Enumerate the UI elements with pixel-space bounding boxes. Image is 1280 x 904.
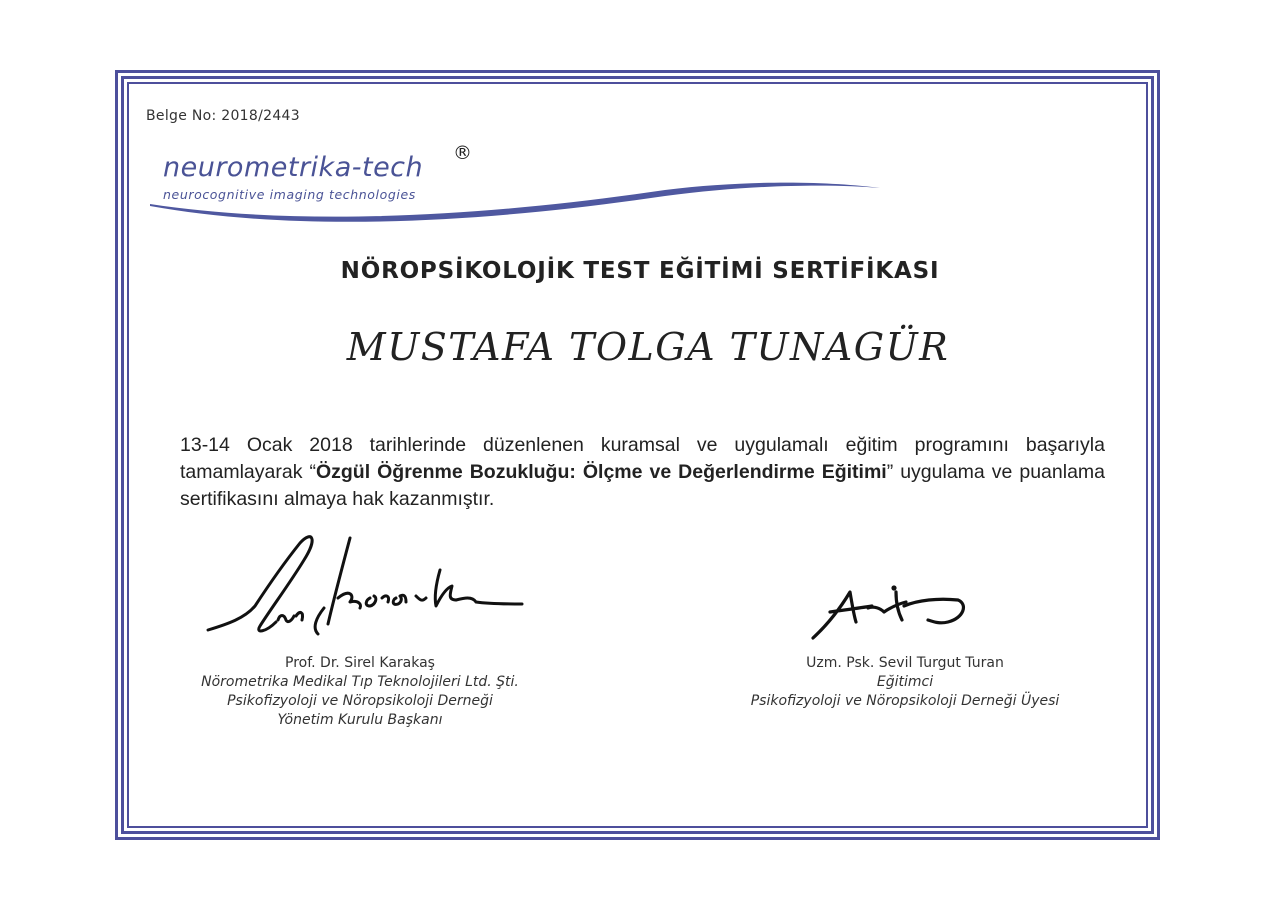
certificate-title: NÖROPSİKOLOJİK TEST EĞİTİMİ SERTİFİKASI bbox=[340, 258, 940, 284]
signer-right bbox=[715, 654, 1095, 711]
signer-left-name: Prof. Dr. Sirel Karakaş bbox=[285, 655, 435, 671]
certificate-body bbox=[180, 432, 1105, 513]
body-text-part2: ” uygulama ve puanlama sertifikasını almaya hak kazanmıştır. bbox=[180, 461, 1105, 510]
registered-mark: ® bbox=[453, 142, 472, 164]
signature-left bbox=[200, 528, 530, 638]
logo-tagline: neurocognitive imaging technologies bbox=[163, 187, 416, 202]
signer-left-line-3: Yönetim Kurulu Başkanı bbox=[277, 712, 443, 728]
signer-right-line-1: Eğitimci bbox=[876, 674, 934, 690]
course-name: Özgül Öğrenme Bozukluğu: Ölçme ve Değerlendirme Eğitimi bbox=[315, 461, 887, 483]
document-number: Belge No: 2018/2443 bbox=[146, 108, 300, 124]
signature-right bbox=[808, 578, 973, 643]
signer-left-line-2: Psikofizyoloji ve Nöropsikoloji Derneği bbox=[227, 693, 493, 709]
signer-right-name: Uzm. Psk. Sevil Turgut Turan bbox=[806, 655, 1004, 671]
signer-right-line-2: Psikofizyoloji ve Nöropsikoloji Derneği Üyesi bbox=[750, 693, 1060, 709]
company-logo: neurometrika-tech bbox=[163, 152, 424, 183]
signer-left-line-1: Nörometrika Medikal Tıp Teknolojileri Ltd. Şti. bbox=[201, 674, 519, 690]
signer-left bbox=[170, 654, 550, 730]
body-text-part1: 13-14 Ocak 2018 tarihlerinde düzenlenen kuramsal ve uygulamalı eğitim programını başarıyla tamamlayarak “ bbox=[180, 434, 1105, 483]
recipient-name: MUSTAFA TOLGA TUNAGÜR bbox=[346, 325, 950, 369]
